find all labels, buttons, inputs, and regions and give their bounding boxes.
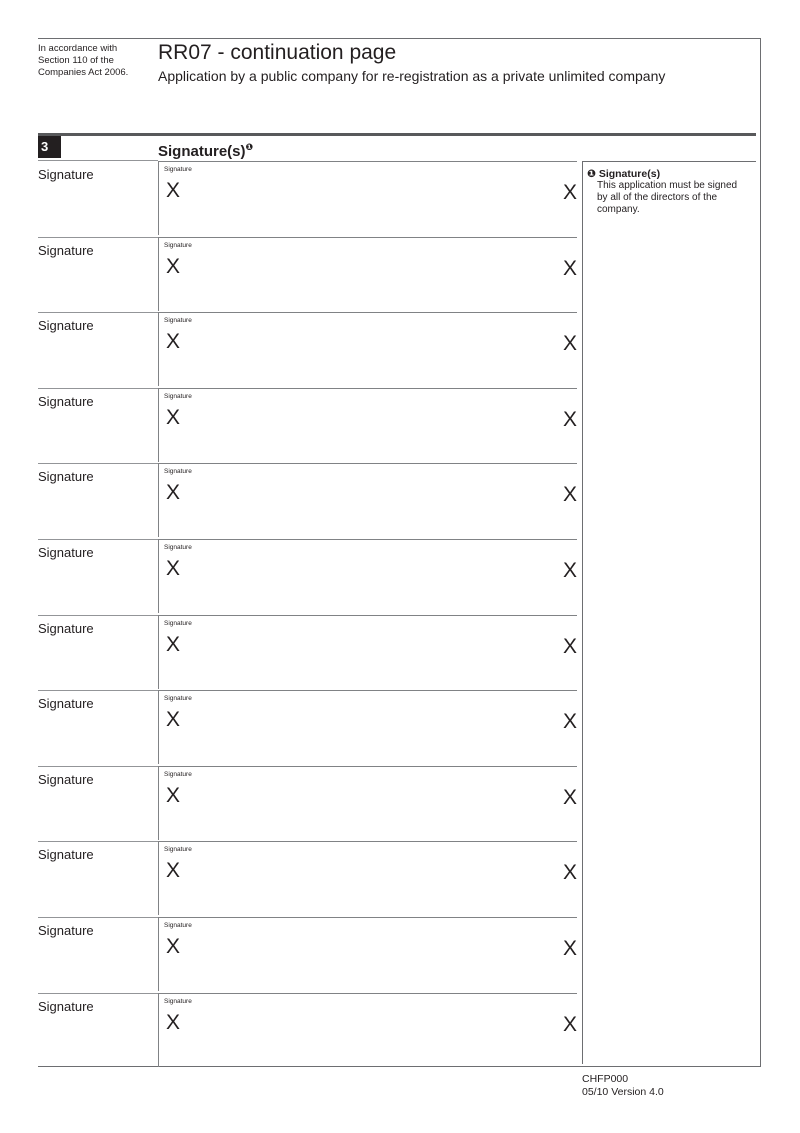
signature-row bbox=[38, 161, 578, 237]
signature-label: Signature bbox=[38, 847, 94, 863]
sign-here-mark-right: X bbox=[562, 936, 577, 960]
signature-box[interactable] bbox=[158, 237, 577, 311]
signature-box[interactable] bbox=[158, 766, 577, 840]
sign-here-mark-right: X bbox=[562, 861, 577, 885]
signature-box-label: Signature bbox=[164, 543, 192, 551]
signature-box[interactable] bbox=[158, 312, 577, 386]
signature-box[interactable] bbox=[158, 388, 577, 462]
signature-row bbox=[38, 388, 578, 464]
sign-here-mark-left: X bbox=[166, 179, 181, 202]
form-title: RR07 - continuation page bbox=[158, 41, 397, 64]
signature-box[interactable] bbox=[158, 841, 577, 915]
sign-here-mark-left: X bbox=[166, 556, 181, 580]
guidance-panel bbox=[582, 161, 756, 1064]
signature-row bbox=[38, 615, 578, 691]
signature-box-label: Signature bbox=[164, 468, 192, 476]
row-divider bbox=[38, 237, 158, 238]
sign-here-mark-left: X bbox=[166, 1010, 181, 1034]
signature-box-label: Signature bbox=[164, 770, 192, 778]
signature-label: Signature bbox=[38, 922, 94, 938]
section-divider bbox=[38, 133, 756, 136]
signature-label: Signature bbox=[38, 998, 94, 1014]
signature-box[interactable] bbox=[158, 615, 577, 689]
sign-here-mark-left: X bbox=[166, 254, 181, 278]
signature-box-label: Signature bbox=[164, 392, 192, 400]
signature-label: Signature bbox=[38, 318, 94, 334]
signature-row bbox=[38, 539, 578, 615]
sign-here-mark-right: X bbox=[562, 1012, 577, 1036]
sign-here-mark-left: X bbox=[166, 481, 181, 505]
sign-here-mark-left: X bbox=[166, 405, 181, 429]
signature-row bbox=[38, 237, 578, 313]
signature-box-label: Signature bbox=[164, 317, 192, 325]
row-divider bbox=[38, 841, 158, 842]
guidance-heading bbox=[587, 168, 748, 180]
sign-here-mark-left: X bbox=[166, 783, 181, 807]
sign-here-mark-left: X bbox=[166, 708, 181, 732]
section-note-marker: ❶ bbox=[245, 142, 254, 152]
signature-box[interactable] bbox=[158, 690, 577, 764]
signature-row bbox=[38, 993, 578, 1069]
footer bbox=[582, 1073, 664, 1099]
form-subtitle: Application by a public company for re-registration as a private unlimited company bbox=[158, 68, 666, 84]
sign-here-mark-left: X bbox=[166, 859, 181, 883]
row-divider bbox=[38, 388, 158, 389]
signature-row bbox=[38, 312, 578, 388]
signature-box[interactable] bbox=[158, 463, 577, 537]
sign-here-mark-right: X bbox=[562, 785, 577, 809]
section-number: 3 bbox=[38, 136, 61, 158]
sign-here-mark-right: X bbox=[562, 181, 577, 204]
signature-box[interactable] bbox=[158, 917, 577, 991]
signature-label: Signature bbox=[38, 620, 94, 636]
sign-here-mark-left: X bbox=[166, 330, 181, 354]
signature-label: Signature bbox=[38, 544, 94, 560]
signature-label: Signature bbox=[38, 167, 94, 182]
row-divider bbox=[38, 615, 158, 616]
sign-here-mark-right: X bbox=[562, 710, 577, 734]
signature-box-label: Signature bbox=[164, 921, 192, 929]
sign-here-mark-right: X bbox=[562, 332, 577, 356]
signature-box[interactable] bbox=[158, 539, 577, 613]
row-divider bbox=[38, 539, 158, 540]
signature-row bbox=[38, 690, 578, 766]
sign-here-mark-right: X bbox=[562, 483, 577, 507]
section-title-text: Signature(s) bbox=[158, 143, 246, 160]
sign-here-mark-left: X bbox=[166, 632, 181, 656]
guidance-marker: ❶ bbox=[587, 168, 596, 180]
section-title bbox=[158, 137, 253, 162]
signature-row bbox=[38, 463, 578, 539]
signature-box-label: Signature bbox=[164, 241, 192, 249]
guidance-text: This application must be signed by all of the directors of the company. bbox=[597, 180, 738, 215]
row-divider bbox=[38, 463, 158, 464]
signature-box[interactable] bbox=[158, 993, 577, 1067]
signature-row bbox=[38, 766, 578, 842]
signature-label: Signature bbox=[38, 771, 94, 787]
signature-label: Signature bbox=[38, 469, 94, 485]
signature-box-label: Signature bbox=[164, 166, 192, 173]
guidance-heading-text: Signature(s) bbox=[598, 168, 661, 180]
sign-here-mark-right: X bbox=[562, 634, 577, 658]
signature-box-label: Signature bbox=[164, 997, 192, 1005]
sign-here-mark-right: X bbox=[562, 407, 577, 431]
signature-box-label: Signature bbox=[164, 846, 192, 854]
legal-reference-note: In accordance with Section 110 of the Companies Act 2006. bbox=[38, 43, 129, 78]
signature-box[interactable] bbox=[158, 161, 577, 235]
row-divider bbox=[38, 690, 158, 691]
sign-here-mark-right: X bbox=[562, 256, 577, 280]
signature-box-label: Signature bbox=[164, 619, 192, 627]
row-divider bbox=[38, 993, 158, 994]
signature-label: Signature bbox=[38, 696, 94, 712]
signature-row bbox=[38, 841, 578, 917]
sign-here-mark-right: X bbox=[562, 558, 577, 582]
form-version: 05/10 Version 4.0 bbox=[582, 1086, 664, 1098]
signature-box-label: Signature bbox=[164, 695, 192, 703]
form-code: CHFP000 bbox=[582, 1073, 629, 1085]
signature-label: Signature bbox=[38, 393, 94, 409]
signature-row bbox=[38, 917, 578, 993]
row-divider bbox=[38, 917, 158, 918]
signature-rows bbox=[38, 161, 578, 1068]
sign-here-mark-left: X bbox=[166, 934, 181, 958]
row-divider bbox=[38, 766, 158, 767]
signature-label: Signature bbox=[38, 242, 94, 258]
row-divider bbox=[38, 312, 158, 313]
